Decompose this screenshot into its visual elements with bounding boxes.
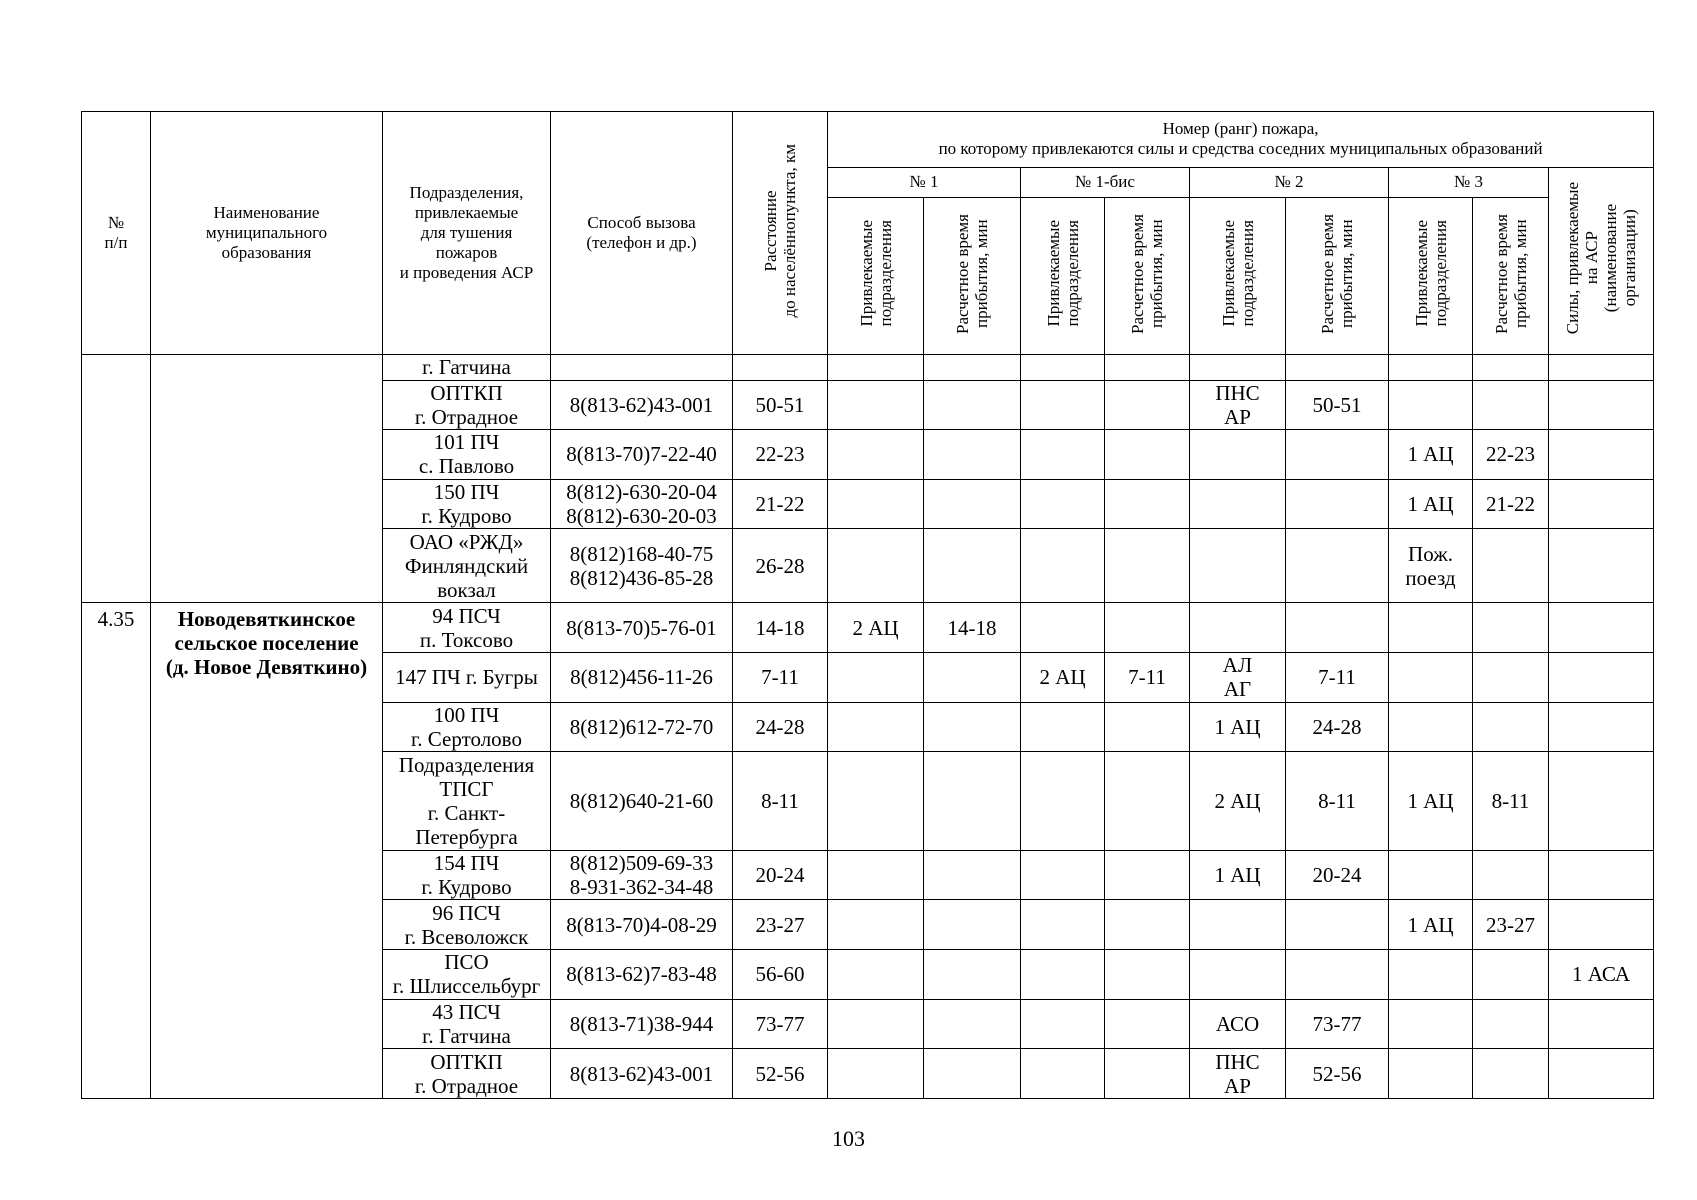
cell-rank2-units: ПНС АР [1190,380,1286,430]
header-asr-forces: Силы, привлекаемые на АСР (наименование организации) [1549,167,1654,354]
cell-rank2-time: 7-11 [1286,653,1389,703]
cell-rank3-time [1473,529,1549,603]
cell-unit: 150 ПЧ г. Кудрово [383,479,551,529]
cell-distance: 73-77 [733,999,828,1049]
cell-asr-forces [1549,479,1654,529]
cell-distance: 22-23 [733,430,828,480]
cell-rank3-units [1389,702,1473,752]
cell-unit: 100 ПЧ г. Сертолово [383,702,551,752]
cell-rank2-time: 52-56 [1286,1049,1389,1099]
cell-phone: 8(813-71)38-944 [551,999,733,1049]
cell-rank3-units: 1 АЦ [1389,479,1473,529]
cell-rank2-units: АСО [1190,999,1286,1049]
fire-forces-table [81,111,1654,1099]
header-municipality: Наименование муниципального образования [151,112,383,355]
header-rank-title: Номер (ранг) пожара, по которому привлекаются силы и средства соседних муниципальных образований [828,112,1654,168]
cell-asr-forces [1549,1049,1654,1099]
cell-rank2-time: 8-11 [1286,752,1389,850]
cell-rank1bis-time [1105,355,1190,380]
cell-rank1-units [828,999,924,1049]
cell-rank1bis-units [1021,702,1105,752]
cell-rank3-time [1473,949,1549,999]
cell-rank1bis-time [1105,603,1190,653]
header-rank1bis-time: Расчетное время прибытия, мин [1105,198,1190,355]
cell-rank1-units [828,430,924,480]
cell-rank1bis-units [1021,752,1105,850]
cell-rank1-time [924,430,1021,480]
cell-unit: Подразделения ТПСГ г. Санкт- Петербурга [383,752,551,850]
cell-phone: 8(812)612-72-70 [551,702,733,752]
cell-distance: 26-28 [733,529,828,603]
cell-distance: 23-27 [733,900,828,950]
header-distance: Расстояние до населённопункта, км [733,112,828,355]
cell-rank1-time [924,380,1021,430]
cell-rank1bis-units [1021,479,1105,529]
cell-rank1bis-units: 2 АЦ [1021,653,1105,703]
cell-phone: 8(813-70)7-22-40 [551,430,733,480]
cell-rank3-time [1473,999,1549,1049]
cell-rank2-time [1286,430,1389,480]
cell-unit: ОАО «РЖД» Финляндский вокзал [383,529,551,603]
cell-rank2-units [1190,603,1286,653]
cell-unit: 96 ПСЧ г. Всеволожск [383,900,551,950]
cell-distance: 20-24 [733,850,828,900]
cell-phone: 8(812)640-21-60 [551,752,733,850]
cell-rank3-time [1473,653,1549,703]
cell-rank2-units [1190,355,1286,380]
cell-rank1bis-time [1105,949,1190,999]
cell-rank1bis-units [1021,380,1105,430]
cell-phone: 8(812)509-69-33 8-931-362-34-48 [551,850,733,900]
cell-rank1bis-units [1021,999,1105,1049]
cell-rank1-units [828,355,924,380]
cell-rank2-time: 24-28 [1286,702,1389,752]
cell-distance: 7-11 [733,653,828,703]
header-rank1-time: Расчетное время прибытия, мин [924,198,1021,355]
cell-municipality-name: Новодевяткинское сельское поселение (д. Новое Девяткино) [151,603,383,1099]
cell-rank2-time [1286,479,1389,529]
cell-rank2-units [1190,529,1286,603]
cell-rank1bis-units [1021,355,1105,380]
cell-rank2-time [1286,949,1389,999]
cell-phone: 8(812)456-11-26 [551,653,733,703]
cell-rank1-units [828,850,924,900]
cell-phone: 8(813-62)43-001 [551,380,733,430]
cell-rank1bis-time [1105,479,1190,529]
cell-rank1-units [828,529,924,603]
cell-rank2-units [1190,479,1286,529]
cell-rank3-units [1389,603,1473,653]
cell-rank3-units: 1 АЦ [1389,752,1473,850]
cell-rank1bis-units [1021,529,1105,603]
cell-rank1-time [924,529,1021,603]
cell-rank3-time: 21-22 [1473,479,1549,529]
cell-phone: 8(812)168-40-75 8(812)436-85-28 [551,529,733,603]
cell-rank1bis-time [1105,1049,1190,1099]
cell-rank3-time: 22-23 [1473,430,1549,480]
cell-rank1bis-time [1105,900,1190,950]
cell-asr-forces [1549,900,1654,950]
cell-distance: 50-51 [733,380,828,430]
cell-rank1bis-units [1021,949,1105,999]
cell-rank2-units: АЛ АГ [1190,653,1286,703]
cell-asr-forces [1549,702,1654,752]
cell-unit: ПСО г. Шлиссельбург [383,949,551,999]
cell-rank1-units [828,752,924,850]
cell-asr-forces [1549,430,1654,480]
cell-phone: 8(813-70)5-76-01 [551,603,733,653]
header-rank3-time: Расчетное время прибытия, мин [1473,198,1549,355]
cell-distance: 56-60 [733,949,828,999]
cell-rank2-time [1286,900,1389,950]
table-row [82,603,1654,653]
cell-rank1bis-time [1105,529,1190,603]
cell-rank1-time: 14-18 [924,603,1021,653]
cell-rank1-time [924,653,1021,703]
cell-rank1bis-units [1021,603,1105,653]
cell-rank1bis-time [1105,850,1190,900]
cell-rank3-time [1473,355,1549,380]
cell-rank1-time [924,702,1021,752]
cell-rank1-time [924,999,1021,1049]
cell-rank2-time: 20-24 [1286,850,1389,900]
cell-asr-forces [1549,999,1654,1049]
cell-rank3-units [1389,653,1473,703]
cell-distance: 21-22 [733,479,828,529]
header-rank2-time: Расчетное время прибытия, мин [1286,198,1389,355]
cell-rank1-time [924,355,1021,380]
cell-rank1-time [924,900,1021,950]
cell-rank2-time [1286,529,1389,603]
cell-rank3-units [1389,355,1473,380]
cell-phone: 8(813-62)43-001 [551,1049,733,1099]
page-number: 103 [832,1126,865,1151]
cell-rank2-units: 2 АЦ [1190,752,1286,850]
cell-rank1-units [828,900,924,950]
table-row [82,355,1654,380]
cell-rank2-time [1286,355,1389,380]
header-rank1-units: Привлекаемые подразделения [828,198,924,355]
header-rank-2: № 2 [1190,167,1389,197]
cell-rank1-units [828,380,924,430]
header-call-method: Способ вызова (телефон и др.) [551,112,733,355]
cell-phone: 8(813-70)4-08-29 [551,900,733,950]
cell-asr-forces [1549,752,1654,850]
cell-rank1bis-time: 7-11 [1105,653,1190,703]
cell-rank1bis-time [1105,702,1190,752]
header-num: № п/п [82,112,151,355]
cell-phone [551,355,733,380]
cell-rank3-units: Пож. поезд [1389,529,1473,603]
cell-asr-forces [1549,529,1654,603]
cell-num-empty [82,355,151,603]
cell-rank1-time [924,949,1021,999]
cell-rank3-time [1473,1049,1549,1099]
cell-rank1bis-units [1021,430,1105,480]
cell-rank2-units [1190,900,1286,950]
cell-phone: 8(812)-630-20-04 8(812)-630-20-03 [551,479,733,529]
cell-asr-forces [1549,850,1654,900]
cell-distance: 8-11 [733,752,828,850]
cell-unit: 43 ПСЧ г. Гатчина [383,999,551,1049]
cell-rank2-units: ПНС АР [1190,1049,1286,1099]
cell-rank3-units [1389,850,1473,900]
cell-rank1-units [828,479,924,529]
cell-rank1-time [924,752,1021,850]
header-rank-1bis: № 1-бис [1021,167,1190,197]
cell-rank3-units: 1 АЦ [1389,430,1473,480]
cell-rank3-time [1473,850,1549,900]
cell-rank3-units: 1 АЦ [1389,900,1473,950]
cell-rank2-units [1190,430,1286,480]
cell-rank2-time [1286,603,1389,653]
cell-rank1bis-units [1021,1049,1105,1099]
header-rank1bis-units: Привлекаемые подразделения [1021,198,1105,355]
cell-rank3-time [1473,702,1549,752]
cell-asr-forces [1549,380,1654,430]
cell-rank3-time: 23-27 [1473,900,1549,950]
header-rank-1: № 1 [828,167,1021,197]
cell-rank2-units: 1 АЦ [1190,702,1286,752]
cell-unit: 101 ПЧ с. Павлово [383,430,551,480]
cell-distance [733,355,828,380]
cell-unit: 147 ПЧ г. Бугры [383,653,551,703]
cell-rank1bis-units [1021,850,1105,900]
cell-rank3-units [1389,380,1473,430]
header-rank3-units: Привлекаемые подразделения [1389,198,1473,355]
cell-rank3-time [1473,380,1549,430]
cell-rank1-units [828,653,924,703]
cell-rank1bis-units [1021,900,1105,950]
cell-rank3-time [1473,603,1549,653]
cell-rank1bis-time [1105,752,1190,850]
header-rank-3: № 3 [1389,167,1549,197]
cell-rank2-time: 73-77 [1286,999,1389,1049]
cell-rank1-time [924,479,1021,529]
cell-rank3-time: 8-11 [1473,752,1549,850]
cell-unit: ОПТКП г. Отрадное [383,380,551,430]
cell-rank2-units [1190,949,1286,999]
cell-rank2-units: 1 АЦ [1190,850,1286,900]
header-units: Подразделения, привлекаемые для тушения пожаров и проведения АСР [383,112,551,355]
cell-rank3-units [1389,1049,1473,1099]
cell-distance: 24-28 [733,702,828,752]
cell-rank3-units [1389,999,1473,1049]
header-rank2-units: Привлекаемые подразделения [1190,198,1286,355]
cell-rank1-units [828,949,924,999]
cell-rank1-units [828,1049,924,1099]
cell-rank1-time [924,1049,1021,1099]
cell-asr-forces [1549,355,1654,380]
cell-rank1bis-time [1105,380,1190,430]
cell-rank1-units: 2 АЦ [828,603,924,653]
cell-section-number: 4.35 [82,603,151,1099]
cell-unit: г. Гатчина [383,355,551,380]
cell-rank3-units [1389,949,1473,999]
cell-distance: 52-56 [733,1049,828,1099]
cell-phone: 8(813-62)7-83-48 [551,949,733,999]
cell-rank1-units [828,702,924,752]
cell-rank2-time: 50-51 [1286,380,1389,430]
cell-rank1bis-time [1105,430,1190,480]
cell-asr-forces [1549,603,1654,653]
cell-municipality-empty [151,355,383,603]
cell-asr-forces [1549,653,1654,703]
cell-asr-forces: 1 АСА [1549,949,1654,999]
cell-rank1bis-time [1105,999,1190,1049]
cell-unit: ОПТКП г. Отрадное [383,1049,551,1099]
cell-distance: 14-18 [733,603,828,653]
cell-rank1-time [924,850,1021,900]
cell-unit: 94 ПСЧ п. Токсово [383,603,551,653]
cell-unit: 154 ПЧ г. Кудрово [383,850,551,900]
